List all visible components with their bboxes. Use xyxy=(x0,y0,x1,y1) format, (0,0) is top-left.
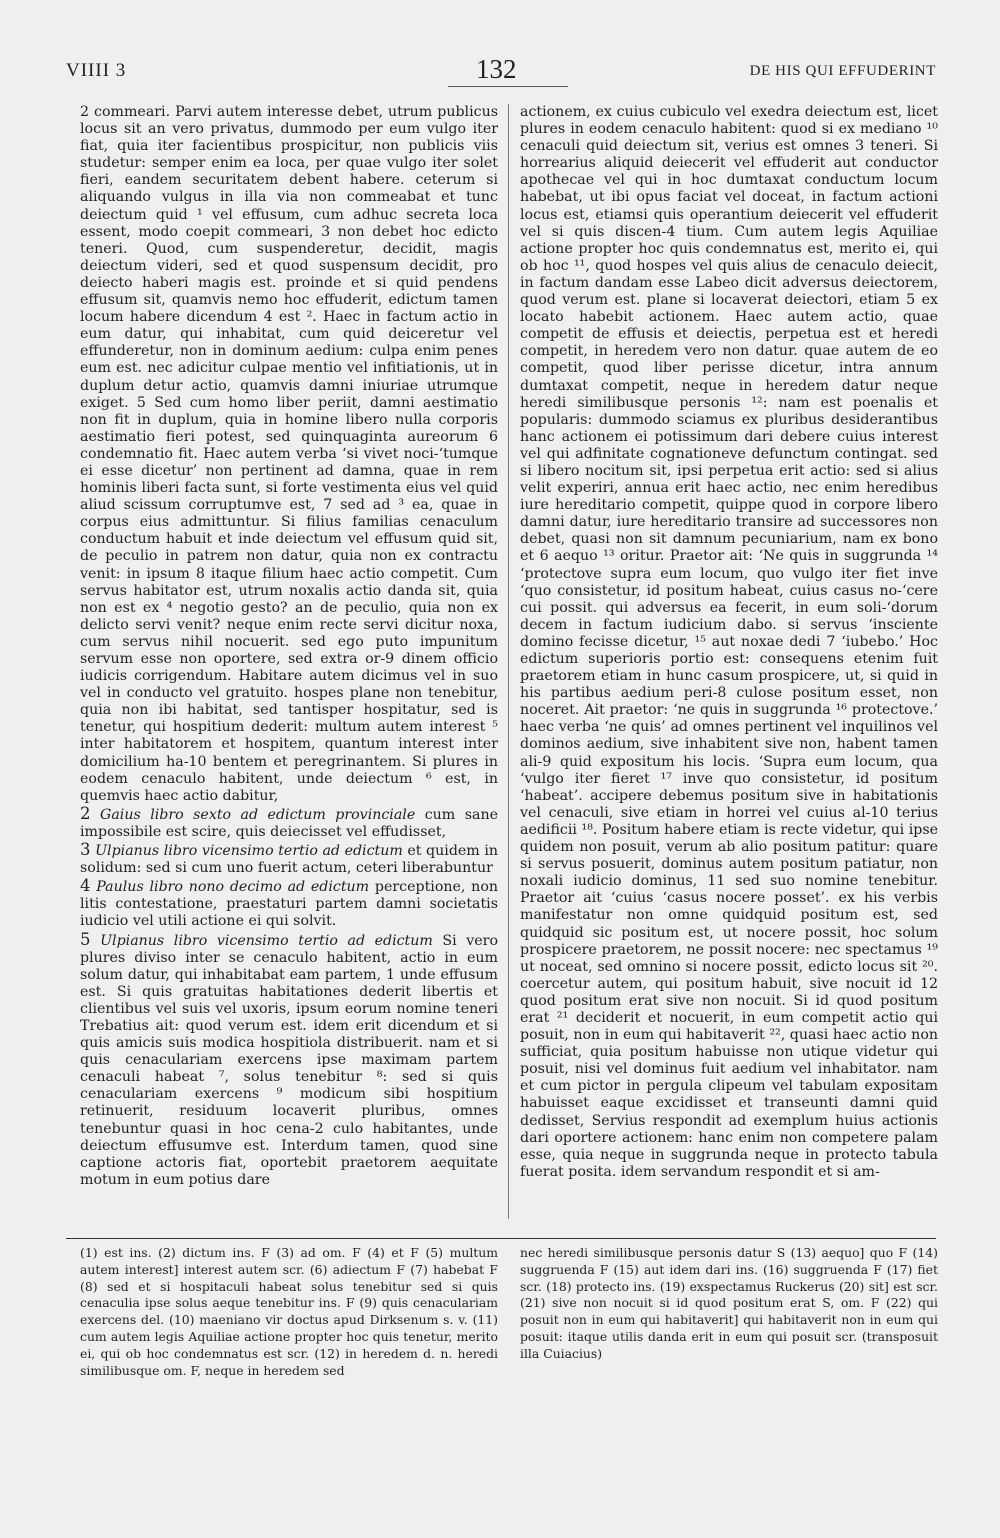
fragment-number: 2 xyxy=(80,803,91,823)
footnote-text: nec heredi similibusque personis datur S (13) aequo] quo F (14) suggruenda F (15) aut idem dari ins. (16) suggruenda F (17) fiet scr. (18) protecto ins. (19) exspectamus Ruckerus (20) sit] est scr. (21) sive non nocuit si id quod positum erat S, om. F (22) qui posuit non in eum qui habitaverit] qui habitaverit non in eum qui posuit: itaque utilis danda erit in eum qui posuit scr. (transposuit illa Cuiacius) xyxy=(520,1245,938,1361)
fragment-number: 5 xyxy=(80,929,91,949)
footnotes-left xyxy=(80,1245,498,1379)
paragraph-continuation: 2 commeari. Parvi autem interesse debet, utrum publicus locus sit an vero privatus, dummodo per eum vulgo iter fiat, quia iter facientibus prospicitur, non publicis viis studetur: semper enim ea loca, per quae vulgo iter solet fieri, eandem securitatem debent habere. ceterum si aliquando vulgus in illa via non commeabat et tunc deiectum quid ¹ vel effusum, cum adhuc secreta loca essent, modo coepit commeari, 3 non debet hoc edicto teneri. Quod, cum suspenderetur, decidit, magis deiectum videri, sed et quod suspensum decidit, pro deiecto haberi magis est. proinde et si quid pendens effusum sit, quamvis nemo hoc effuderit, edictum tamen locum habere dicendum 4 est ². Haec in factum actio in eum datur, qui inhabitat, cum quid deiceretur vel effunderetur, non in dominum aedium: culpa enim penes eum est. nec adicitur culpae mentio vel infitiationis, ut in duplum detur actio, quamvis damni iniuriae utrumque exiget. 5 Sed cum homo liber periit, damni aestimatio non fit in duplum, quia in homine libero nulla corporis aestimatio fieri potest, sed quinquaginta aureorum 6 condemnatio fit. Haec autem verba ‘si vivet noci-‘tumque ei esse dicetur’ non pertinent ad damna, quae in rem hominis liberi facta sunt, si forte vestimenta eius vel quid aliud scissum corruptumve est, 7 sed ad ³ ea, quae in corpus eius admittuntur. Si filius familias cenaculum conductum habuit et inde deiectum vel effusum quid sit, de peculio in patrem non datur, quia non ex contractu venit: in ipsum 8 itaque filium haec actio competit. Cum servus habitator est, utrum noxalis actio danda sit, quia non est ex ⁴ negotio gesto? an de peculio, quia non ex delicto servi venit? neque enim recte servi dicitur noxa, cum servus nihil nocuerit. sed ego puto impunitum servum esse non oportere, sed extra or-9 dinem officio iudicis corrigendum. Habitare autem dicimus vel in suo vel in conducto vel gratuito. hospes plane non tenebitur, quia non ibi habitat, sed tantisper hospitatur, sed is tenetur, qui hospitium dederit: multum autem interest ⁵ inter habitatorem et hospitem, quantum interest inter domicilium ha-10 bentem et peregrinantem. Si plures in eodem cenaculo habitent, unde deiectum ⁶ est, in quemvis haec actio dabitur, xyxy=(80,104,498,804)
fragment-number: 4 xyxy=(80,876,91,896)
header-title: DE HIS QUI EFFUDERINT xyxy=(749,63,936,79)
fragment-author: Paulus libro nono decimo ad edictum xyxy=(96,879,370,896)
footnote-separator xyxy=(66,1238,936,1239)
fragment-2 xyxy=(80,805,498,841)
fragment-text: et quidem in solidum: sed si cum uno fuerit actum, ceteri liberabuntur xyxy=(80,843,498,877)
column-divider xyxy=(508,104,509,1219)
footnotes-right xyxy=(520,1245,938,1363)
footnote-text: (1) est ins. (2) dictum ins. F (3) ad om. F (4) et F (5) multum autem interest] interest autem scr. (6) adiectum F (7) habebat F (8) sed et si hospitaculi habeat solus tenebitur sed si quis cenaculia ipse solus aeque tenebitur ins. F (9) quis cenaculariam exercens del. (10) maeniano vir doctus apud Dirksenum s. v. (11) cum autem legis Aquiliae actione propter hoc quis tenetur, merito ei, qui ob hoc condemnatus est scr. (12) in heredem d. n. heredi similibusque om. F, neque in heredem sed xyxy=(80,1245,498,1378)
page-number: 132 xyxy=(476,54,517,84)
paragraph-continuation: actionem, ex cuius cubiculo vel exedra deiectum est, licet plures in eodem cenaculo habitent: quod si ex mediano ¹⁰ cenaculi quid deiectum sit, verius est omnes 3 teneri. Si horrearius aliquid deiecerit vel effuderit aut conductor apothecae vel qui in hoc dumtaxat conductum locum habebat, ut ibi opus faciat vel doceat, in factum actioni locus est, etiamsi quis operantium deiecerit vel effuderit vel si quis discen-4 tium. Cum autem legis Aquiliae actione propter hoc quis condemnatus est, merito ei, qui ob hoc ¹¹, quod hospes vel quis alius de cenaculo deiecit, in factum dandam esse Labeo dicit adversus deiectorem, quod verum est. plane si locaverat deiectori, etiam 5 ex locato habebit actionem. Haec autem actio, quae competit de effusis et deiectis, perpetua est et heredi competit, in heredem vero non datur. quae autem de eo competit, quod liber perisse dicetur, intra annum dumtaxat competit, neque in heredem datur neque heredi similibusque personis ¹²: nam est poenalis et popularis: dummodo sciamus ex pluribus desiderantibus hanc actionem ei potissimum dari debere cuius interest vel qui adfinitate cognationeve defunctum contingat. sed si libero nocitum sit, ipsi perpetua erit actio: sed si alius velit experiri, annua erit haec actio, nec enim heredibus iure hereditario competit, quippe quod in corpore libero damni datur, iure hereditario transire ad successores non debet, quasi non sit damnum pecuniarium, nam ex bono et 6 aequo ¹³ oritur. Praetor ait: ‘Ne quis in suggrunda ¹⁴ ‘protectove supra eum locum, quo vulgo iter fiet inve ‘quo consistetur, id positum habeat, cuius casus no-‘cere cui possit. qui adversus ea fecerit, in eum soli-‘dorum decem in factum iudicium dabo. si servus ‘insciente domino fecisse dicetur, ¹⁵ aut noxae dedi 7 ‘iubebo.’ Hoc edictum superioris portio est: consequens etenim fuit praetorem etiam in hunc casum prospicere, ut, si quid in his partibus aedium peri-8 culose positum esset, non noceret. Ait praetor: ‘ne quis in suggrunda ¹⁶ protectove.’ haec verba ‘ne quis’ ad omnes pertinent vel inquilinos vel dominos aedium, sive inhabitent sive non, habent tamen ali-9 quid expositum his locis. ‘Supra eum locum, qua ‘vulgo iter fieret ¹⁷ inve quo consistetur, id positum ‘habeat’. accipere debemus positum sive in habitationis vel cenaculi, sive etiam in horrei vel cuius al-10 terius aedificii ¹⁸. Positum habere etiam is recte videtur, qui ipse quidem non posuit, verum ab alio positum patitur: quare si servus posuerit, dominus autem positum patiatur, non noxali iudicio dominus, 11 sed suo nomine tenebitur. Praetor ait ‘cuius ‘casus nocere posset’. ex his verbis manifestatur non omne quidquid positum est, sed quidquid sic positum est, ut nocere possit, hoc solum prospicere praetorem, ne possit nocere: nec spectamus ¹⁹ ut noceat, sed omnino si nocere possit, edicto locus sit ²⁰. coercetur autem, qui positum habuit, sive nocuit id 12 quod positum erat sive non nocuit. Si id quod positum erat ²¹ deciderit et nocuerit, in eum competit actio qui posuit, non in eum qui habitaverit ²², quasi haec actio non sufficiat, quia positum habuisse non utique videtur qui posuit, nisi vel dominus fuit aedium vel inhabitator. nam et cum pictor in pergula clipeum vel tabulam expositam habuisset eaque excidisset et transeunti damni quid dedisset, Servius respondit ad exemplum huius actionis dari oportere actionem: hanc enim non competere palam esse, quia neque in suggrunda neque in protecto tabula fuerat posita. idem servandum respondit et si am- xyxy=(520,104,938,1180)
right-text-column xyxy=(520,104,938,1181)
fragment-author: Ulpianus libro vicensimo tertio ad edictum xyxy=(100,932,433,949)
fragment-5 xyxy=(80,931,498,1189)
left-text-column xyxy=(80,104,498,1189)
fragment-text: cum sane impossibile est scire, quis deiecisset vel effudisset, xyxy=(80,806,498,840)
running-header xyxy=(66,54,936,92)
fragment-text: Si vero plures diviso inter se cenaculo habitent, actio in eum solum datur, qui inhabitabat eam partem, 1 unde effusum est. Si quis gratuitas habitationes dederit libertis et clientibus vel suis vel uxoris, ipsum eorum nomine teneri Trebatius ait: quod verum est. idem erit dicendum et si quis amicis suis modica hospitiola distribuerit. nam et si quis cenaculariam exercens ipse maximam partem cenaculi habeat ⁷, solus tenebitur ⁸: sed si quis cenaculariam exercens ⁹ modicum sibi hospitium retinuerit, residuum locaverit pluribus, omnes tenebuntur quasi in hoc cena-2 culo habitantes, unde deiectum effusumve est. Interdum tamen, quod sine captione actoris fiat, oportebit praetorem aequitate motum in eum potius dare xyxy=(80,932,498,1188)
page-number-underline xyxy=(448,86,568,87)
fragment-number: 3 xyxy=(80,840,91,860)
fragment-text: perceptione, non litis contestatione, praestaturi partem damni societatis iudicio vel utili actione ei qui solvit. xyxy=(80,879,498,930)
fragment-3 xyxy=(80,841,498,877)
header-section-label: VIIII 3 xyxy=(66,60,127,81)
fragment-4 xyxy=(80,877,498,930)
fragment-author: Gaius libro sexto ad edictum provinciale xyxy=(99,806,416,823)
fragment-author: Ulpianus libro vicensimo tertio ad edictum xyxy=(95,843,403,860)
